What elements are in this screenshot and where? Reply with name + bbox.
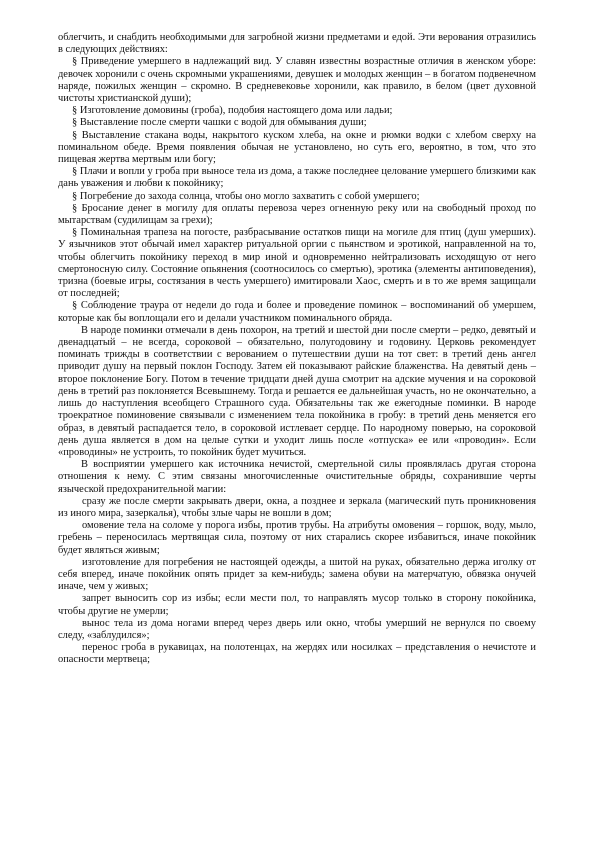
- list-item-lament: § Плачи и вопли у гроба при выносе тела из дома, а также последнее целование умершего близкими как дань уважения и любви к покойнику;: [58, 166, 536, 190]
- list-item-water-cup: § Выставление после смерти чашки с водой для обмывания души;: [72, 117, 367, 129]
- paragraph-intro: облегчить, и снабдить необходимыми для загробной жизни предметами и едой. Эти верования отразились в следующих действиях:: [58, 32, 536, 56]
- rite-rubbish: запрет выносить сор из избы; если мести пол, то направлять мусор только в сторону покойника, чтобы другие не умерли;: [58, 593, 536, 617]
- document-page: [58, 32, 536, 667]
- list-item-coins: § Бросание денег в могилу для оплаты перевоза через огненную реку или на свободный проход по мытарствам (судилищам за грехи);: [58, 202, 536, 227]
- list-item-feast: § Поминальная трапеза на погосте, разбрасывание остатков пищи на могиле для птиц (душ умерших). У язычников этот обычай имел характер ритуальной оргии с пьянством и эротикой, направленной на то, чтобы облегчить покойнику переход в мир иной и одновременно нейтрализовать исходящую от него смертоносную силу. Состояние опьянения (соотносилось со смертью), эротика (элементы антиповедения), тризна (боевые игры, состязания в честь умершего) имитировали Хаос, смерть и в то же время защищали от последней;: [58, 227, 536, 300]
- list-item-coffin: § Изготовление домовины (гроба), подобия настоящего дома или ладьи;: [72, 105, 393, 117]
- rite-carrying-out: вынос тела из дома ногами вперед через дверь или окно, чтобы умерший не вернулся по своему следу, «заблудился»;: [58, 617, 536, 641]
- list-item-burial-sunset: § Погребение до захода солнца, чтобы оно могло захватить с собой умершего;: [72, 190, 420, 202]
- rite-clothing: изготовление для погребения не настоящей одежды, а шитой на руках, обязательно держа иголку от себя вперед, иначе покойник опять придет за кем-нибудь; замена обуви на матерчатую, обвязка онучей иначе, чем у живых;: [58, 556, 536, 593]
- rite-washing: омовение тела на соломе у порога избы, против трубы. На атрибуты омовения – горшок, воду, мыло, гребень – переносилась мертвящая сила, поэтому от них старались скорее избавиться, иначе покойник будет являться живым;: [58, 520, 536, 556]
- list-item-mourning: § Соблюдение траура от недели до года и более и проведение поминок – воспоминаний об умершем, которые как бы воплощали его и делали участником поминального обряда.: [58, 300, 536, 324]
- rite-close-doors: сразу же после смерти закрывать двери, окна, а позднее и зеркала (магический путь проникновения из иного мира, зазеркалья), чтобы злые чары не вошли в дом;: [58, 495, 536, 519]
- paragraph-impure-force: В восприятии умершего как источника нечистой, смертельной силы проявлялась другая сторона отношения к нему. С этим связаны многочисленные очистительные обряды, сохранившие черты языческой предохранительной магии:: [58, 459, 536, 495]
- list-item-water-glass: § Выставление стакана воды, накрытого куском хлеба, на окне и рюмки водки с хлебом сверху на поминальном обеде. Время появления обычая не установлено, но суть его, вероятно, в том, что это пищевая жертва мертвым или богу;: [58, 129, 536, 166]
- list-item-attire: § Приведение умершего в надлежащий вид. У славян известны возрастные отличия в женском уборе: девочек хоронили с очень скромными украшениями, девушек и молодых женщин – в богатом подвенечном наряде, пожилых женщин – скромно. В средневековье хоронили, как правило, в белом (цвет духовной чистоты христианской души);: [58, 56, 536, 105]
- paragraph-commemoration: В народе поминки отмечали в день похорон, на третий и шестой дни после смерти – редко, девятый и двенадцатый – не всегда, сороковой – обязательно, полугодовину и годовину. Церковь рекомендует поминать трижды в соответствии с верованием о путешествии души на тот свет: в третий день ангел приводит душу на первый поклон Господу. Затем ей показывают райские блаженства. На девятый день – второе поклонение Богу. Потом в течение тридцати дней душа смотрит на адские мучения и на сороковой день в третий раз поклоняется Всевышнему. Тогда и решается ее дальнейшая участь, но не окончательно, а лишь до наступления всеобщего Страшного суда. Обязательны так же ежегодные поминки. В народе троекратное поминовение связывали с изменением тела покойника в гробу: в третий день меняется его образ, в девятый распадается тело, в сороковой истлевает сердце. По народному поверью, на сороковой день душа является в дом на целые сутки и уходит лишь после «отпуска» ее или «проводин». Если «проводины» не устроить, то покойник будет мучиться.: [58, 324, 536, 458]
- rite-coffin-transfer: перенос гроба в рукавицах, на полотенцах, на жердях или носилках – представления о нечистоте и опасности мертвеца;: [58, 642, 536, 666]
